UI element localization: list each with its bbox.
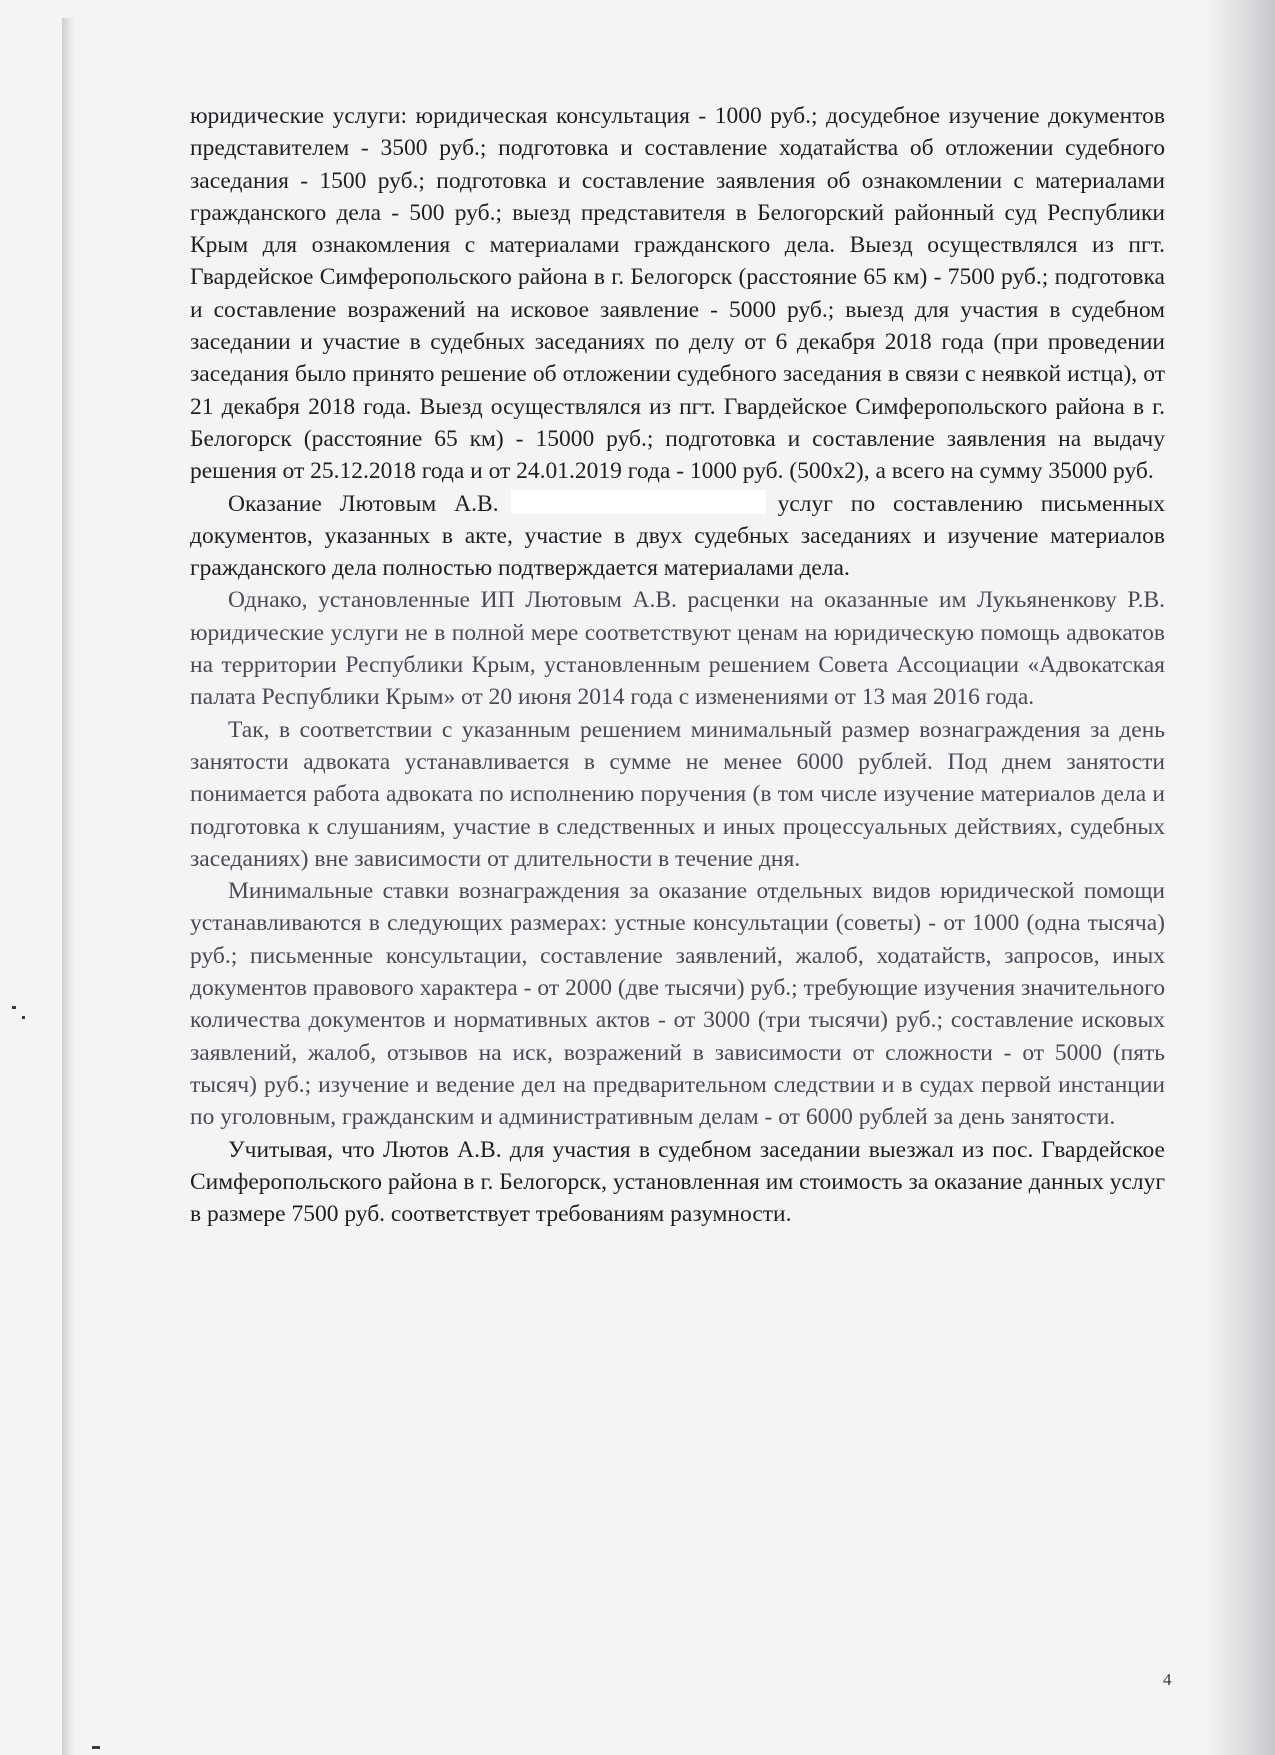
document-body bbox=[190, 100, 1165, 1230]
paragraph-day-of-employment: Так, в соответствии с указанным решением минимальный размер вознаграждения за день занятости адвоката устанавливается в сумме не менее 6000 рублей. Под днем занятости понимается работа адвоката по исполнению поручения (в том числе изучение материалов дела и подготовка к слушаниям, участие в следственных и иных процессуальных действиях, судебных заседаниях) вне зависимости от длительности в течение дня. bbox=[190, 716, 1165, 872]
redaction-box bbox=[511, 490, 766, 514]
paragraph-rates-mismatch: Однако, установленные ИП Лютовым А.В. расценки на оказанные им Лукьяненкову Р.В. юридические услуги не в полной мере соответствуют ценам на юридическую помощь адвокатов на территории Республики Крым, установленным решением Совета Ассоциации «Адвокатская палата Республики Крым» от 20 июня 2014 года с изменениями от 13 мая 2016 года. bbox=[190, 587, 1165, 711]
scan-shadow-left bbox=[62, 18, 76, 1755]
scan-speck bbox=[92, 1746, 100, 1749]
redacted-text-before: Оказание Лютовым А.В. bbox=[228, 490, 499, 517]
scan-speck bbox=[12, 1006, 16, 1009]
paragraph-conclusion: Учитывая, что Лютов А.В. для участия в судебном заседании выезжал из пос. Гвардейское Симферопольского района в г. Белогорск, установленная им стоимость за оказание данных услуг в размере 7500 руб. соответствует требованиям разумности. bbox=[190, 1136, 1165, 1228]
paragraph-services-list: юридические услуги: юридическая консультация - 1000 руб.; досудебное изучение документов представителем - 3500 руб.; подготовка и составление ходатайства об отложении судебного заседания - 1500 руб.; подготовка и составление заявления об ознакомлении с материалами гражданского дела - 500 руб.; выезд представителя в Белогорский районный суд Республики Крым для ознакомления с материалами гражданского дела. Выезд осуществлялся из пгт. Гвардейское Симферопольского района в г. Белогорск (расстояние 65 км) - 7500 руб.; подготовка и составление возражений на исковое заявление - 5000 руб.; выезд для участия в судебном заседании и участие в судебных заседаниях по делу от 6 декабря 2018 года (при проведении заседания было принято решение об отложении судебного заседания в связи с неявкой истца), от 21 декабря 2018 года. Выезд осуществлялся из пгт. Гвардейское Симферопольского района в г. Белогорск (расстояние 65 км) - 15000 руб.; подготовка и составление заявления на выдачу решения от 25.12.2018 года и от 24.01.2019 года - 1000 руб. (500х2), а всего на сумму 35000 руб. bbox=[190, 103, 1165, 485]
scan-speck bbox=[22, 1016, 25, 1019]
scan-shadow-right bbox=[1205, 0, 1275, 1755]
paragraph-services-confirmed bbox=[190, 488, 1165, 585]
page-number: 4 bbox=[1163, 1670, 1172, 1689]
paragraph-minimum-rates: Минимальные ставки вознаграждения за оказание отдельных видов юридической помощи устанавливаются в следующих размерах: устные консультации (советы) - от 1000 (одна тысяча) руб.; письменные консультации, составление заявлений, жалоб, ходатайств, запросов, иных документов правового характера - от 2000 (две тысячи) руб.; требующие изучения значительного количества документов и нормативных актов - от 3000 (три тысячи) руб.; составление исковых заявлений, жалоб, отзывов на иск, возражений в зависимости от сложности - от 5000 (пять тысяч) руб.; изучение и ведение дел на предварительном следствии и в судах первой инстанции по уголовным, гражданским и административным делам - от 6000 рублей за день занятости. bbox=[190, 878, 1165, 1131]
redacted-text-after: услуг по составлению письменных документов, указанных в акте, участие в двух судебных заседаниях и изучение материалов гражданского дела полностью подтверждается материалами дела. bbox=[190, 490, 1165, 582]
